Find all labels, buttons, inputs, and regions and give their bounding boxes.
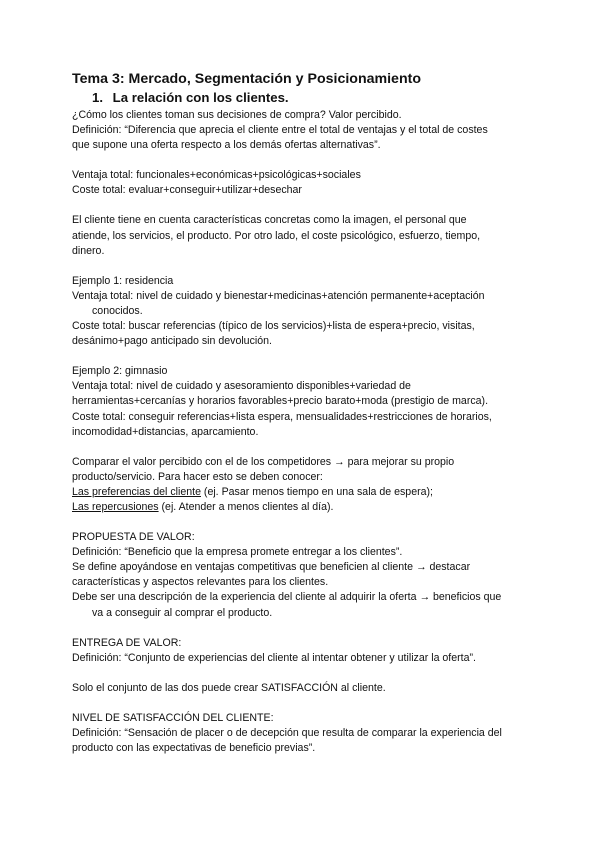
- definition-line: Definición: “Beneficio que la empresa promete entregar a los clientes”.: [72, 546, 403, 559]
- list-item: [72, 485, 534, 500]
- paragraph-line: atiende, los servicios, el producto. Por otro lado, el coste psicológico, esfuerzo, tiempo,: [72, 229, 481, 242]
- example-title: Ejemplo 2: gimnasio: [72, 365, 168, 378]
- spacer: [72, 696, 534, 711]
- underlined-term: Las repercusiones: [72, 500, 159, 513]
- list-item: [72, 500, 534, 515]
- example-line: Coste total: buscar referencias (típico de los servicios)+lista de espera+precio, visitas,: [72, 320, 475, 333]
- definition-line: Definición: “Conjunto de experiencias del cliente al intentar obtener y utilizar la oferta”.: [72, 651, 476, 664]
- section-label: NIVEL DE SATISFACCIÓN DEL CLIENTE:: [72, 711, 274, 724]
- spacer: [72, 259, 534, 274]
- paragraph-line: características y aspectos relevantes para los clientes.: [72, 576, 329, 589]
- paragraph-line: Comparar el valor percibido con el de los competidores → para mejorar su propio: [72, 455, 455, 468]
- intro-question: ¿Cómo los clientes toman sus decisiones de compra? Valor percibido.: [72, 109, 402, 121]
- example-title: Ejemplo 1: residencia: [72, 274, 174, 287]
- spacer: [72, 349, 534, 364]
- paragraph-line: El cliente tiene en cuenta características concretas como la imagen, el personal que: [72, 214, 467, 227]
- example-line: desánimo+pago anticipado sin devolución.: [72, 335, 272, 348]
- spacer: [72, 198, 534, 213]
- example-line: incomodidad+distancias, aparcamiento.: [72, 425, 259, 438]
- list-item-text: (ej. Atender a menos clientes al día).: [158, 500, 334, 513]
- section-number: 1.: [92, 90, 103, 105]
- paragraph-line: Se define apoyándose en ventajas competitivas que beneficien al cliente → destacar: [72, 561, 471, 574]
- underlined-term: Las preferencias del cliente: [72, 485, 201, 498]
- example-line: Coste total: conseguir referencias+lista espera, mensualidades+restricciones de horarios,: [72, 410, 492, 423]
- spacer: [72, 153, 534, 168]
- example-line: Ventaja total: nivel de cuidado y bienestar+medicinas+atención permanente+aceptación: [72, 289, 485, 302]
- spacer: [72, 440, 534, 455]
- coste-total: Coste total: evaluar+conseguir+utilizar+desechar: [72, 184, 302, 197]
- spacer: [72, 666, 534, 681]
- example-line: herramientas+cercanías y horarios favorables+precio barato+moda (prestigio de marca).: [72, 395, 489, 408]
- paragraph-line: producto/servicio. Para hacer esto se deben conocer:: [72, 470, 323, 483]
- section-heading: [92, 90, 534, 106]
- definition-line: que supone una oferta respecto a los demás ofertas alternativas”.: [72, 139, 381, 152]
- document-content: [72, 70, 534, 756]
- example-line: conocidos.: [92, 304, 143, 317]
- example-line: Ventaja total: nivel de cuidado y asesoramiento disponibles+variedad de: [72, 380, 411, 393]
- definition-line: Definición: “Diferencia que aprecia el cliente entre el total de ventajas y el total de costes: [72, 124, 488, 137]
- spacer: [72, 515, 534, 530]
- paragraph-line: va a conseguir al comprar el producto.: [92, 606, 273, 619]
- document-title: Tema 3: Mercado, Segmentación y Posicionamiento: [72, 71, 421, 87]
- paragraph-line: Debe ser una descripción de la experiencia del cliente al adquirir la oferta → beneficios que: [72, 591, 502, 604]
- section-title: La relación con los clientes.: [112, 90, 289, 105]
- ventaja-total: Ventaja total: funcionales+económicas+psicológicas+sociales: [72, 169, 361, 182]
- section-label: PROPUESTA DE VALOR:: [72, 531, 195, 544]
- spacer: [72, 621, 534, 636]
- definition-line: Definición: “Sensación de placer o de decepción que resulta de comparar la experiencia del: [72, 727, 502, 739]
- definition-line: producto con las expectativas de beneficio previas”.: [72, 742, 316, 755]
- list-item-text: (ej. Pasar menos tiempo en una sala de espera);: [200, 485, 433, 498]
- paragraph-line: dinero.: [72, 244, 105, 257]
- section-label: ENTREGA DE VALOR:: [72, 636, 182, 649]
- paragraph-line: Solo el conjunto de las dos puede crear SATISFACCIÓN al cliente.: [72, 681, 386, 694]
